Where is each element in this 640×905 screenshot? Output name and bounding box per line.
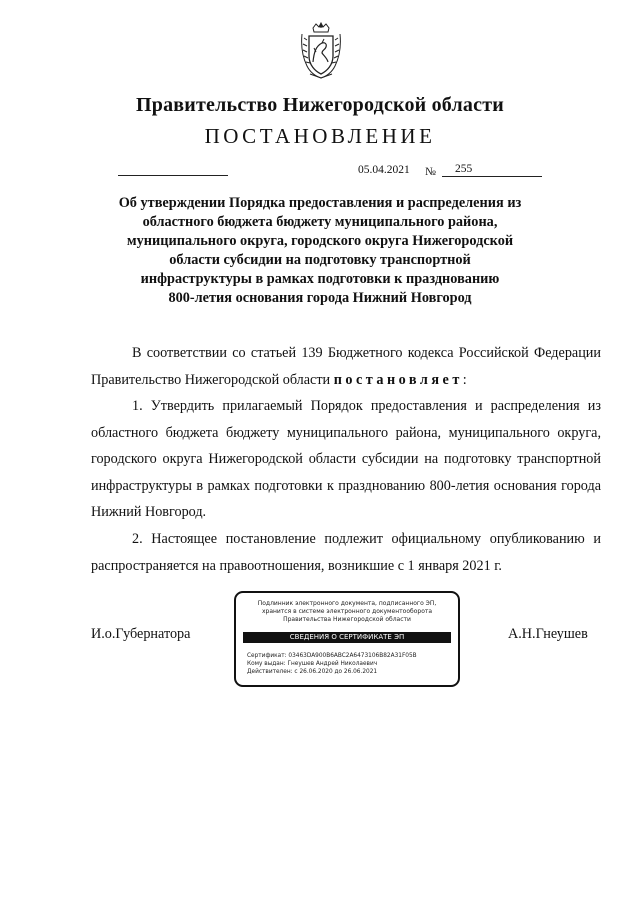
preamble-text: В соответствии со статьей 139 Бюджетного кодекса Российской Федерации Правительство Нижегородской области bbox=[91, 345, 601, 388]
government-name: Правительство Нижегородской области bbox=[136, 94, 504, 116]
certificate-details bbox=[247, 652, 417, 676]
validity-label: Действителен: bbox=[247, 669, 293, 675]
heading-line: муниципального округа, городского округа Нижегородской bbox=[126, 233, 514, 249]
issued-to-value: Гнеушев Андрей Николаевич bbox=[287, 661, 378, 667]
number-label: № bbox=[425, 166, 436, 178]
clause-2-paragraph: 2. Настоящее постановление подлежит официальному опубликованию и распространяется на правоотношения, возникшие с 1 января 2021 г. bbox=[91, 531, 601, 574]
blank-date-line bbox=[118, 175, 228, 176]
certificate-info-bar: СВЕДЕНИЯ О СЕРТИФИКАТЕ ЭП bbox=[243, 632, 451, 643]
clause-1-paragraph: 1. Утвердить прилагаемый Порядок предоставления и распределения из областного бюджета бюджету муниципального района, муниципального округа, городского округа Нижегородской области субсидии на подготовку транспортной инфраструктуры в рамках подготовки к празднованию 800-летия основания города Нижний Новгород. bbox=[91, 398, 601, 520]
coat-of-arms-icon bbox=[300, 22, 342, 80]
validity-value: с 26.06.2020 до 26.06.2021 bbox=[294, 669, 378, 675]
stamp-line: Подлинник электронного документа, подписанного ЭП, bbox=[257, 600, 437, 607]
certificate-value: 03463DA900B6ABC2A6473106B82A31F05B bbox=[288, 653, 417, 659]
heading-line: областного бюджета бюджету муниципального района, bbox=[142, 214, 498, 230]
preamble-paragraph bbox=[91, 340, 601, 393]
signer-name: А.Н.Гнеушев bbox=[508, 626, 588, 642]
validity-row bbox=[247, 668, 417, 676]
issued-to-label: Кому выдан: bbox=[247, 661, 286, 667]
document-type: ПОСТАНОВЛЕНИЕ bbox=[204, 124, 436, 148]
certificate-label: Сертификат: bbox=[247, 653, 287, 659]
stamp-line: хранится в системе электронного документооборота bbox=[261, 608, 433, 615]
document-date: 05.04.2021 bbox=[358, 164, 410, 176]
heading-line: Об утверждении Порядка предоставления и распределения из bbox=[118, 195, 522, 211]
heading-line: инфраструктуры в рамках подготовки к празднованию bbox=[140, 271, 500, 287]
stamp-header bbox=[236, 600, 458, 624]
electronic-signature-stamp bbox=[234, 591, 460, 687]
document-heading bbox=[100, 194, 540, 308]
certificate-row bbox=[247, 652, 417, 660]
heading-line: области субсидии на подготовку транспортной bbox=[169, 252, 471, 268]
issued-to-row bbox=[247, 660, 417, 668]
preamble-colon: : bbox=[462, 371, 467, 388]
signer-title: И.о.Губернатора bbox=[91, 626, 191, 642]
document-number: 255 bbox=[442, 163, 542, 177]
heading-line: 800-летия основания города Нижний Новгород bbox=[168, 290, 472, 306]
resolves-word: постановляет bbox=[333, 371, 463, 388]
stamp-line: Правительства Нижегородской области bbox=[283, 616, 411, 623]
